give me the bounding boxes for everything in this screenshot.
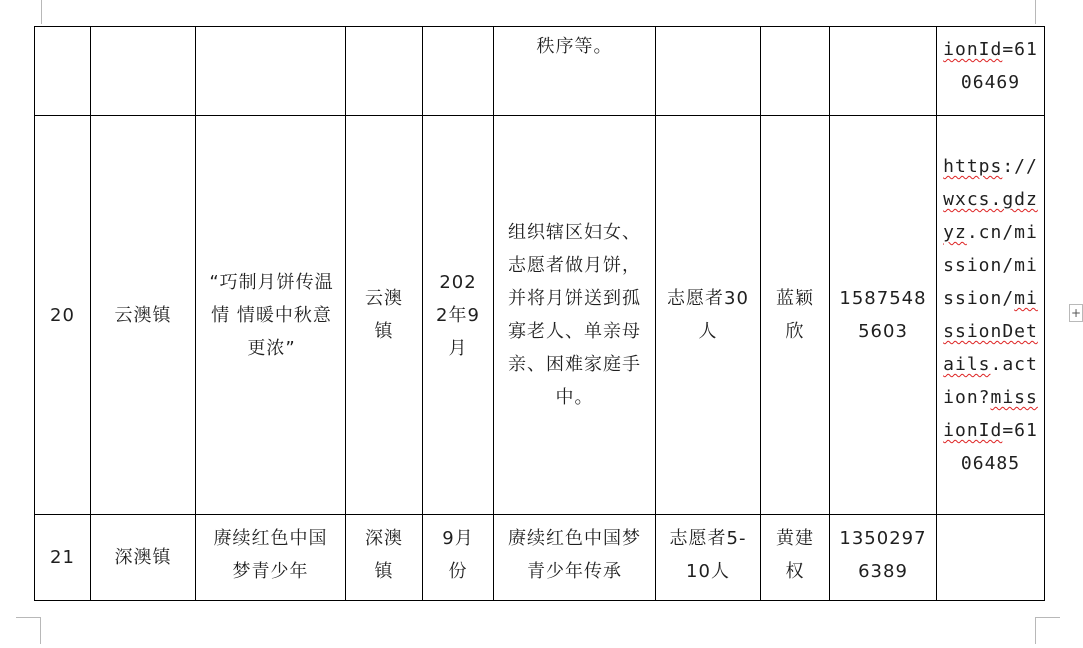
spellcheck-underline: mi <box>1014 288 1038 309</box>
page-corner-mark <box>1035 0 1036 24</box>
link-line[interactable]: ion?miss <box>943 387 1038 408</box>
volunteers-cell: 志愿者5-10人 <box>656 515 761 601</box>
link-cell[interactable] <box>937 116 1045 515</box>
link-line[interactable] <box>937 183 1044 216</box>
unit-cell: 云澳镇 <box>346 116 423 515</box>
spellcheck-underline: https <box>943 156 1003 177</box>
link-line[interactable] <box>937 315 1044 348</box>
spellcheck-underline: wxcs.gdz <box>943 189 1038 210</box>
town-cell: 云澳镇 <box>91 116 196 515</box>
unit-cell: 深澳镇 <box>346 515 423 601</box>
page-corner-mark <box>41 0 42 24</box>
time-cell <box>423 27 494 116</box>
link-line[interactable]: 06469 <box>960 72 1021 93</box>
town-cell <box>91 27 196 116</box>
volunteers-cell: 志愿者30人 <box>656 116 761 515</box>
table-row <box>35 116 1045 515</box>
no-cell <box>35 27 91 116</box>
spellcheck-underline: ssionDet <box>943 321 1038 342</box>
content-cell: 组织辖区妇女、志愿者做月饼，并将月饼送到孤寡老人、单亲母亲、困难家庭手中。 <box>494 116 656 515</box>
spellcheck-underline: ails <box>943 354 991 375</box>
spellcheck-underline: yz <box>943 222 967 243</box>
unit-cell <box>346 27 423 116</box>
contact-cell: 蓝颖欣 <box>761 116 830 515</box>
link-line[interactable]: ionId=61 <box>943 420 1038 441</box>
link-line[interactable]: 06485 <box>960 453 1021 474</box>
phone-cell: 13502976389 <box>830 515 937 601</box>
contact-cell <box>761 27 830 116</box>
add-column-button[interactable]: + <box>1070 306 1082 320</box>
link-line[interactable]: ssion/mi <box>943 255 1038 276</box>
link-line[interactable]: yz.cn/mi <box>943 222 1038 243</box>
time-cell: 2022年9月 <box>423 116 494 515</box>
volunteers-cell <box>656 27 761 116</box>
content-text: 秩序等。 <box>536 36 613 57</box>
no-cell: 20 <box>35 116 91 515</box>
table-row <box>35 27 1045 116</box>
spellcheck-underline: ionId <box>943 420 1003 441</box>
link-cell[interactable] <box>937 27 1045 116</box>
link-cell[interactable] <box>937 515 1045 601</box>
spellcheck-underline: miss <box>990 387 1038 408</box>
title-cell: “巧制月饼传温情 情暖中秋意更浓” <box>196 116 346 515</box>
title-cell <box>196 27 346 116</box>
contact-cell: 黄建权 <box>761 515 830 601</box>
table-row <box>35 515 1045 601</box>
activity-table <box>34 26 1045 601</box>
phone-cell <box>830 27 937 116</box>
time-cell: 9月份 <box>423 515 494 601</box>
spellcheck-underline: ionId <box>943 39 1003 60</box>
link-line[interactable]: ails.act <box>943 354 1038 375</box>
link-line[interactable]: https:// <box>943 156 1038 177</box>
page-corner-mark <box>1035 617 1060 644</box>
town-cell: 深澳镇 <box>91 515 196 601</box>
content-cell <box>494 27 656 116</box>
page-corner-mark <box>16 617 41 644</box>
link-line[interactable]: ssion/mi <box>943 288 1038 309</box>
title-cell: 赓续红色中国梦青少年 <box>196 515 346 601</box>
phone-cell: 15875485603 <box>830 116 937 515</box>
link-line[interactable]: ionId=61 <box>943 39 1038 60</box>
content-cell: 赓续红色中国梦青少年传承 <box>494 515 656 601</box>
no-cell: 21 <box>35 515 91 601</box>
